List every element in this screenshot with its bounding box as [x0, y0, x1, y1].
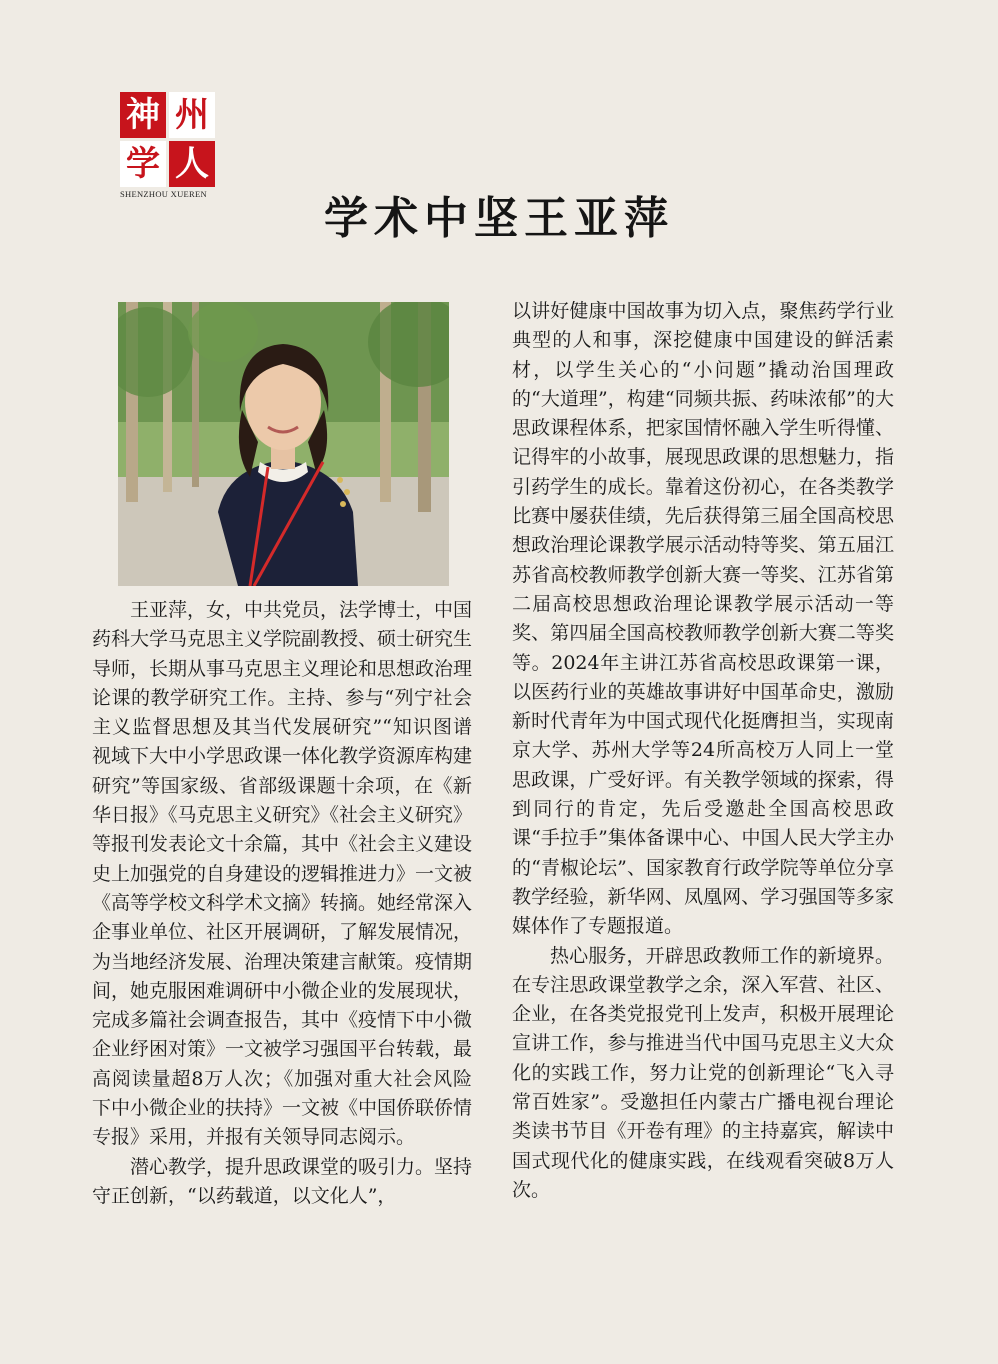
- logo-char-ren: 人: [169, 141, 215, 187]
- logo-char-xue: 学: [120, 141, 166, 187]
- portrait-photo: [118, 302, 449, 586]
- left-column: [92, 596, 472, 1211]
- paragraph-teaching-start: 潜心教学，提升思政课堂的吸引力。坚持守正创新，“以药载道，以文化人”，: [92, 1155, 473, 1207]
- paragraph-service: 热心服务，开辟思政教师工作的新境界。在专注思政课堂教学之余，深入军营、社区、企业，在各类党报党刊上发声，积极开展理论宣讲工作，参与推进当代中国马克思主义大众化的实践工作，努力让党的创新理论“飞入寻常百姓家”。受邀担任内蒙古广播电视台理论类读书节目《开卷有理》的主持嘉宾，解读中国式现代化的健康实践，在线观看突破8万人次。: [512, 944, 894, 1201]
- article-title: 学术中坚王亚萍: [324, 193, 674, 244]
- right-column: [512, 297, 894, 1205]
- logo-grid: [120, 92, 216, 187]
- portrait-illustration: [118, 302, 449, 586]
- paragraph-teaching-continued: 以讲好健康中国故事为切入点，聚焦药学行业典型的人和事，深挖健康中国建设的鲜活素材，以学生关心的“小问题”撬动治国理政的“大道理”，构建“同频共振、药味浓郁”的大思政课程体系，把家国情怀融入学生听得懂、记得牢的小故事，展现思政课的思想魅力，指引药学生的成长。靠着这份初心，在各类教学比赛中屡获佳绩，先后获得第三届全国高校思想政治理论课教学展示活动特等奖、第五届江苏省高校教师教学创新大赛一等奖、江苏省第二届高校思想政治理论课教学展示活动一等奖、第四届全国高校教师教学创新大赛二等奖等。2024年主讲江苏省高校思政课第一课，以医药行业的英雄故事讲好中国革命史，激励新时代青年为中国式现代化挺膺担当，实现南京大学、苏州大学等24所高校万人同上一堂思政课，广受好评。有关教学领域的探索，得到同行的肯定，先后受邀赴全国高校思政课“手拉手”集体备课中心、中国人民大学主办的“青椒论坛”、国家教育行政学院等单位分享教学经验，新华网、凤凰网、学习强国等多家媒体作了专题报道。: [512, 300, 894, 938]
- logo-char-shen: 神: [120, 92, 166, 138]
- paragraph-bio: 王亚萍，女，中共党员，法学博士，中国药科大学马克思主义学院副教授、硕士研究生导师，长期从事马克思主义理论和思想政治理论课的教学研究工作。主持、参与“列宁社会主义监督思想及其当代发展研究”“知识图谱视域下大中小学思政课一体化教学资源库构建研究”等国家级、省部级课题十余项，在《新华日报》《马克思主义研究》《社会主义研究》等报刊发表论文十余篇，其中《社会主义建设史上加强党的自身建设的逻辑推进力》一文被《高等学校文科学术文摘》转摘。她经常深入企事业单位、社区开展调研，了解发展情况，为当地经济发展、治理决策建言献策。疫情期间，她克服困难调研中小微企业的发展现状，完成多篇社会调查报告，其中《疫情下中小微企业纾困对策》一文被学习强国平台转载，最高阅读量超8万人次；《加强对重大社会风险下中小微企业的扶持》一文被《中国侨联侨情专报》采用，并报有关领导同志阅示。: [92, 599, 473, 1149]
- logo-char-zhou: 州: [169, 92, 215, 138]
- logo-subtitle: SHENZHOU XUEREN: [120, 189, 207, 199]
